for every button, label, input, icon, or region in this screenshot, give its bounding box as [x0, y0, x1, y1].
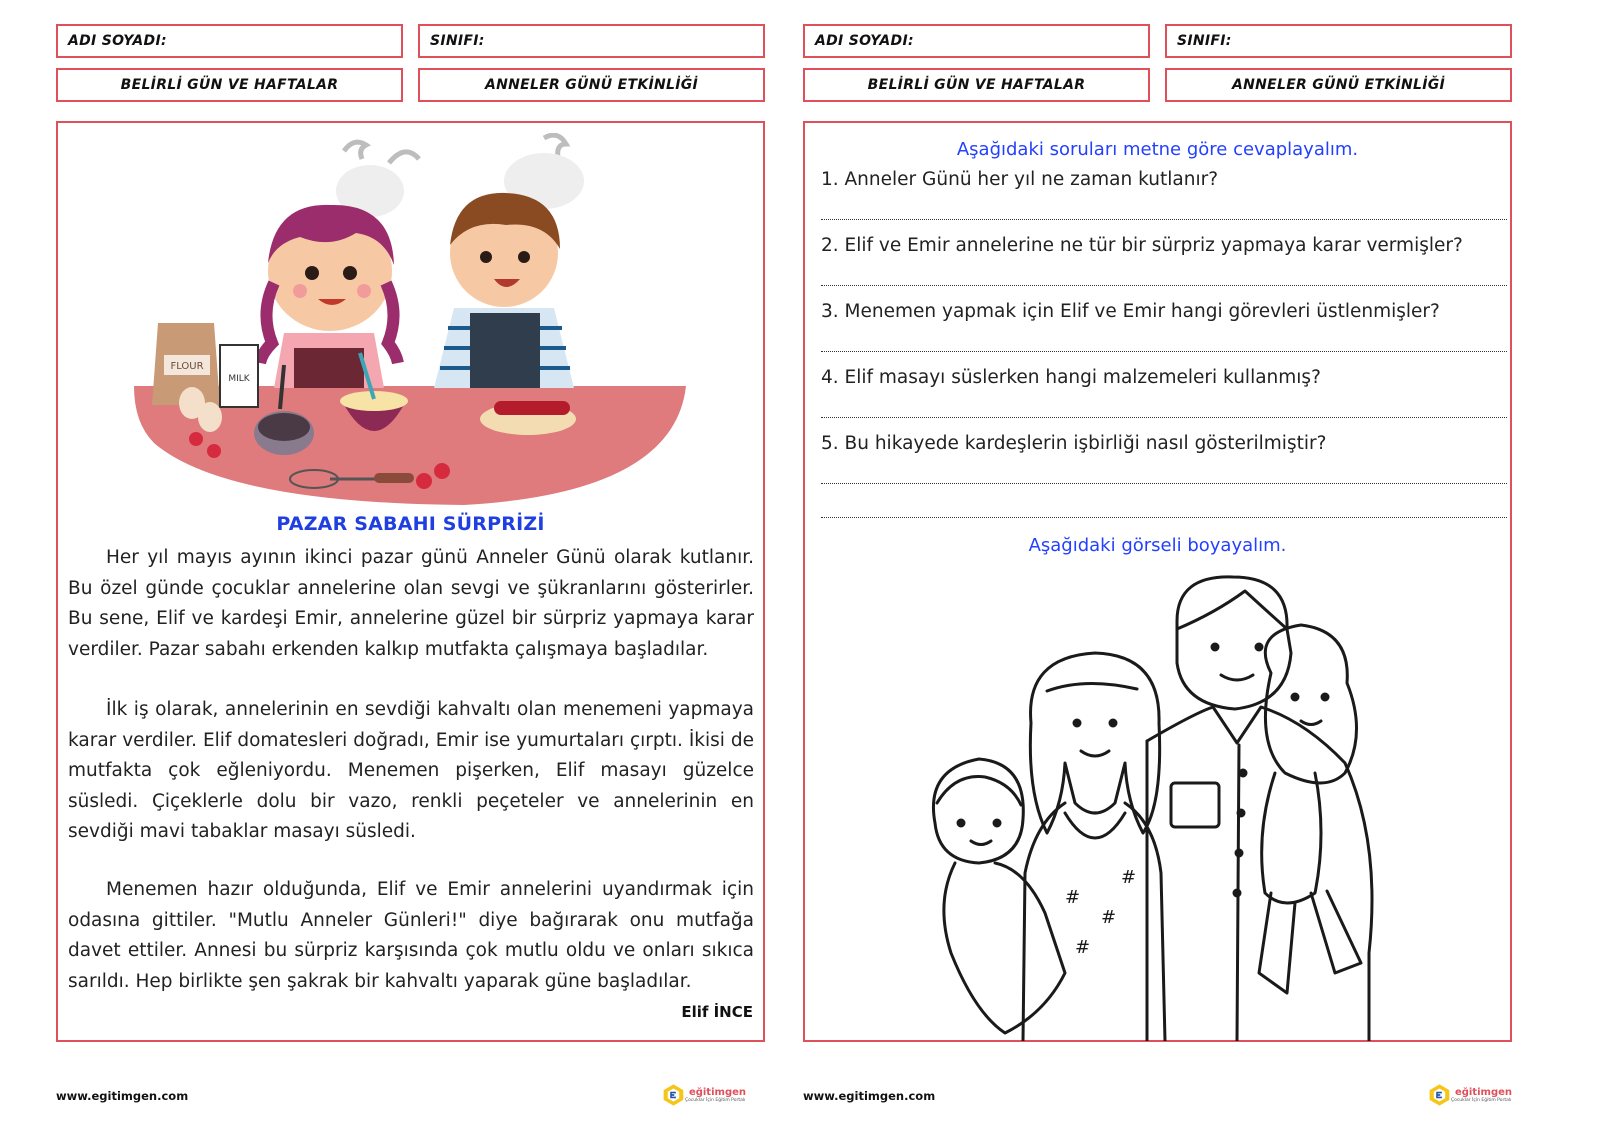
class-field[interactable]: [418, 24, 765, 58]
question-5: 5. Bu hikayede kardeşlerin işbirliği nasıl gösterilmiştir?: [821, 433, 1327, 454]
flour-label: FLOUR: [170, 361, 204, 372]
svg-text:#: #: [1101, 907, 1117, 928]
answer-line-5b[interactable]: [821, 517, 1507, 518]
questions-instruction: Aşağıdaki soruları metne göre cevaplayalım.: [956, 139, 1359, 160]
footer-url[interactable]: www.egitimgen.com: [56, 1089, 189, 1103]
logo-word-a: eğitim: [688, 1086, 725, 1098]
svg-text:#: #: [1065, 887, 1081, 908]
kids-cooking-illustration: [134, 133, 694, 513]
answer-line-2[interactable]: [821, 285, 1507, 286]
right-worksheet-page: [800, 0, 1600, 1131]
question-1: 1. Anneler Günü her yıl ne zaman kutlanır?: [821, 169, 1219, 190]
name-label: ADI SOYADI:: [68, 33, 167, 49]
hexagon-logo-icon: [662, 1081, 685, 1109]
story-panel: [56, 121, 765, 1042]
logo-subtitle: Çocuklar İçin Eğitim Portalı: [1450, 1097, 1512, 1103]
answer-line-3[interactable]: [821, 351, 1507, 352]
answer-line-4[interactable]: [821, 417, 1507, 418]
activity-box: [418, 68, 765, 102]
name-field[interactable]: [803, 24, 1150, 58]
milk-label: MILK: [228, 374, 250, 384]
story-title: PAZAR SABAHI SÜRPRİZİ: [276, 513, 545, 535]
answer-line-1[interactable]: [821, 219, 1507, 220]
answer-line-5a[interactable]: [821, 483, 1507, 484]
class-field[interactable]: [1165, 24, 1512, 58]
egitimgen-logo: [662, 1080, 746, 1110]
question-3: 3. Menemen yapmak için Elif ve Emir hangi görevleri üstlenmişler?: [821, 301, 1440, 322]
questions-panel: [803, 121, 1512, 1042]
question-2: 2. Elif ve Emir annelerine ne tür bir sürpriz yapmaya karar vermişler?: [821, 235, 1463, 256]
logo-word-a: eğitim: [1454, 1086, 1491, 1098]
svg-text:#: #: [1075, 937, 1091, 958]
hexagon-logo-icon: [1428, 1081, 1451, 1109]
class-label: SINIFI:: [1177, 33, 1232, 49]
question-4: 4. Elif masayı süslerken hangi malzemeleri kullanmış?: [821, 367, 1321, 388]
story-paragraph-3: Menemen hazır olduğunda, Elif ve Emir annelerini uyandırmak için odasına gittiler. "Mutlu Anneler Günleri!" diye bağırarak onu mutfağa davet ettiler. Annesi bu sürpriz karşısında çok mutlu oldu ve onları sıkıca sarıldı. Hep birlikte şen şakrak bir kahvaltı yaparak güne başladılar.: [68, 879, 754, 992]
family-coloring-illustration[interactable]: [915, 573, 1375, 1041]
category-box: [803, 68, 1150, 102]
story-paragraph-1: Her yıl mayıs ayının ikinci pazar günü Anneler Günü olarak kutlanır. Bu özel günde çocuklar annelerine olan sevgi ve şükranlarını gösterirler. Bu sene, Elif ve kardeşi Emir, annelerine güzel bir sürpriz yapmaya karar verdiler. Pazar sabahı erkenden kalkıp mutfakta çalışmaya başladılar.: [68, 547, 754, 660]
story-paragraph-2: İlk iş olarak, annelerinin en sevdiği kahvaltı olan menemeni yapmaya karar verdiler. Elif domatesleri doğradı, Emir ise yumurtaları çırptı. İkisi de mutfakta çok eğleniyordu. Menemen pişerken, Elif masayı güzelce süsledi. Çiçeklerle dolu bir vazo, renkli peçeteler ve annelerinin en sevdiği mavi tabaklar masayı süsledi.: [68, 699, 754, 842]
story-author: Elif İNCE: [681, 1003, 753, 1021]
activity-label: ANNELER GÜNÜ ETKİNLİĞİ: [484, 77, 699, 93]
coloring-instruction: Aşağıdaki görseli boyayalım.: [1028, 535, 1287, 556]
egitimgen-logo: [1428, 1080, 1512, 1110]
class-label: SINIFI:: [430, 33, 485, 49]
category-label: BELİRLİ GÜN VE HAFTALAR: [120, 77, 339, 93]
logo-word-b: gen: [724, 1086, 746, 1098]
activity-label: ANNELER GÜNÜ ETKİNLİĞİ: [1231, 77, 1446, 93]
footer-url[interactable]: www.egitimgen.com: [803, 1089, 936, 1103]
name-field[interactable]: [56, 24, 403, 58]
category-box: [56, 68, 403, 102]
logo-subtitle: Çocuklar İçin Eğitim Portalı: [684, 1097, 746, 1103]
activity-box: [1165, 68, 1512, 102]
svg-text:#: #: [1121, 867, 1137, 888]
name-label: ADI SOYADI:: [815, 33, 914, 49]
category-label: BELİRLİ GÜN VE HAFTALAR: [867, 77, 1086, 93]
logo-word-b: gen: [1490, 1086, 1512, 1098]
